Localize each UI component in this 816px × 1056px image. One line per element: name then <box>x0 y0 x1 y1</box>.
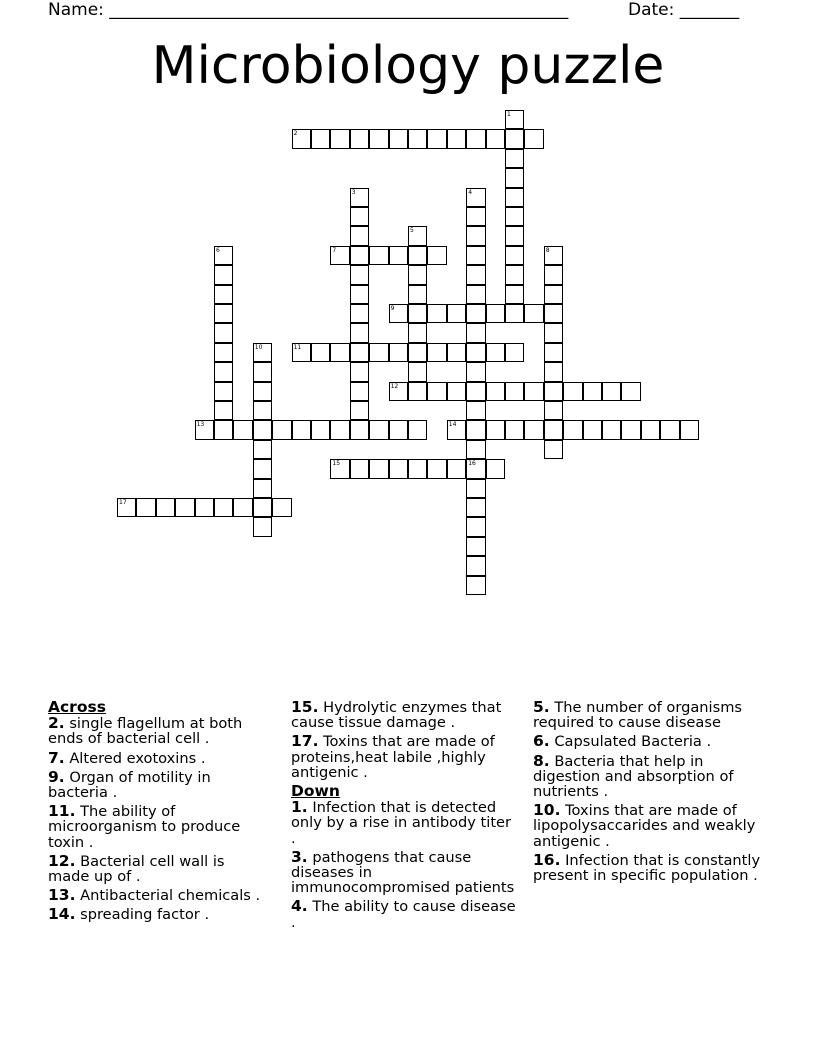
clue-item-number: 14. <box>48 905 76 924</box>
grid-cell[interactable] <box>680 420 699 439</box>
grid-cell[interactable] <box>505 129 524 148</box>
grid-cell[interactable] <box>195 420 214 439</box>
grid-cell[interactable] <box>389 459 408 478</box>
grid-cell[interactable] <box>447 343 466 362</box>
grid-cell[interactable] <box>466 304 485 323</box>
grid-cell[interactable] <box>311 343 330 362</box>
grid-cell[interactable] <box>466 401 485 420</box>
clue-item-text: spreading factor . <box>75 906 210 924</box>
grid-cell[interactable] <box>389 382 408 401</box>
grid-cell[interactable] <box>505 110 524 129</box>
grid-cell[interactable] <box>350 304 369 323</box>
grid-cell[interactable] <box>466 265 485 284</box>
grid-cell[interactable] <box>583 420 602 439</box>
clue-item <box>48 851 268 886</box>
clue-item-text: Bacterial cell wall is made up of . <box>48 852 225 886</box>
across-heading: Across <box>48 698 106 716</box>
clue-item-number: 13. <box>48 886 76 905</box>
clue-item-number: 16. <box>533 850 561 869</box>
grid-cell[interactable] <box>369 343 388 362</box>
grid-cell[interactable] <box>214 498 233 517</box>
clue-item-text: The ability to cause disease . <box>291 898 516 931</box>
grid-cell[interactable] <box>505 207 524 226</box>
grid-cell[interactable] <box>253 498 272 517</box>
grid-cell[interactable] <box>408 285 427 304</box>
grid-cell[interactable] <box>350 343 369 362</box>
grid-cell[interactable] <box>427 304 446 323</box>
grid-cell[interactable] <box>408 246 427 265</box>
grid-cell[interactable] <box>505 149 524 168</box>
clue-item-text: Altered exotoxins . <box>64 749 206 767</box>
grid-cell[interactable] <box>408 304 427 323</box>
grid-cell[interactable] <box>505 285 524 304</box>
grid-cell[interactable] <box>175 498 194 517</box>
grid-cell[interactable] <box>253 401 272 420</box>
grid-cell[interactable] <box>544 440 563 459</box>
grid-cell[interactable] <box>214 265 233 284</box>
grid-cell[interactable] <box>253 459 272 478</box>
grid-cell[interactable] <box>544 343 563 362</box>
grid-cell[interactable] <box>214 362 233 381</box>
grid-cell[interactable] <box>214 401 233 420</box>
clue-number: 3 <box>351 188 356 196</box>
clue-item-number: 3. <box>291 847 308 866</box>
grid-cell[interactable] <box>466 459 485 478</box>
clue-item-number: 2. <box>48 714 65 733</box>
grid-cell[interactable] <box>408 129 427 148</box>
grid-cell[interactable] <box>466 576 485 595</box>
grid-cell[interactable] <box>486 420 505 439</box>
grid-cell[interactable] <box>524 129 543 148</box>
grid-cell[interactable] <box>408 362 427 381</box>
grid-cell[interactable] <box>233 498 252 517</box>
grid-cell[interactable] <box>486 343 505 362</box>
grid-cell[interactable] <box>466 382 485 401</box>
grid-cell[interactable] <box>466 440 485 459</box>
clue-number: 12 <box>390 382 399 390</box>
clue-number: 13 <box>196 421 205 429</box>
grid-cell[interactable] <box>466 343 485 362</box>
grid-cell[interactable] <box>214 304 233 323</box>
grid-cell[interactable] <box>253 517 272 536</box>
grid-cell[interactable] <box>505 188 524 207</box>
clue-number: 17 <box>119 499 127 506</box>
clue-item-number: 5. <box>533 698 550 716</box>
grid-cell[interactable] <box>389 129 408 148</box>
grid-cell[interactable] <box>408 382 427 401</box>
clue-item <box>48 748 268 767</box>
clue-item <box>48 804 268 850</box>
grid-cell[interactable] <box>466 246 485 265</box>
grid-cell[interactable] <box>466 362 485 381</box>
clue-number: 6 <box>216 246 220 254</box>
clue-item <box>533 700 768 730</box>
grid-cell[interactable] <box>505 226 524 245</box>
clue-item-text: Toxins that are made of proteins,heat labile ,highly antigenic . <box>291 733 495 781</box>
grid-cell[interactable] <box>505 343 524 362</box>
grid-cell[interactable] <box>427 382 446 401</box>
grid-cell[interactable] <box>350 246 369 265</box>
grid-cell[interactable] <box>408 459 427 478</box>
grid-cell[interactable] <box>427 129 446 148</box>
grid-cell[interactable] <box>369 459 388 478</box>
grid-cell[interactable] <box>156 498 175 517</box>
grid-cell[interactable] <box>544 382 563 401</box>
clue-number: 7 <box>332 246 337 254</box>
grid-cell[interactable] <box>486 382 505 401</box>
grid-cell[interactable] <box>350 207 369 226</box>
clues-column-1 <box>48 700 268 927</box>
clue-number: 16 <box>468 460 476 468</box>
grid-cell[interactable] <box>544 323 563 342</box>
grid-cell[interactable] <box>427 343 446 362</box>
grid-cell[interactable] <box>466 556 485 575</box>
clue-number: 1 <box>507 111 511 118</box>
grid-cell[interactable] <box>621 382 640 401</box>
clue-number: 8 <box>545 246 550 254</box>
grid-cell[interactable] <box>350 420 369 439</box>
grid-cell[interactable] <box>427 459 446 478</box>
clue-item <box>291 899 516 929</box>
grid-cell[interactable] <box>311 420 330 439</box>
grid-cell[interactable] <box>466 323 485 342</box>
grid-cell[interactable] <box>136 498 155 517</box>
date-field[interactable]: Date: _______ <box>628 0 740 20</box>
grid-cell[interactable] <box>505 265 524 284</box>
clue-item <box>533 850 768 885</box>
grid-cell[interactable] <box>466 537 485 556</box>
grid-cell[interactable] <box>486 129 505 148</box>
clue-item-text: Bacteria that help in digestion and absorption of nutrients . <box>533 752 734 801</box>
clues-column-2 <box>291 700 516 934</box>
grid-cell[interactable] <box>505 382 524 401</box>
grid-cell[interactable] <box>292 129 311 148</box>
grid-cell[interactable] <box>195 498 214 517</box>
clue-item <box>48 907 268 922</box>
grid-cell[interactable] <box>350 226 369 245</box>
grid-cell[interactable] <box>389 304 408 323</box>
grid-cell[interactable] <box>350 362 369 381</box>
clue-number: 2 <box>293 130 298 138</box>
grid-cell[interactable] <box>447 304 466 323</box>
grid-cell[interactable] <box>602 420 621 439</box>
grid-cell[interactable] <box>350 129 369 148</box>
grid-cell[interactable] <box>214 323 233 342</box>
grid-cell[interactable] <box>253 420 272 439</box>
grid-cell[interactable] <box>350 382 369 401</box>
grid-cell[interactable] <box>253 362 272 381</box>
grid-cell[interactable] <box>369 129 388 148</box>
clue-item-text: Infection that is detected only by a rise in antibody titer . <box>291 799 512 847</box>
grid-cell[interactable] <box>292 343 311 362</box>
grid-cell[interactable] <box>253 479 272 498</box>
grid-cell[interactable] <box>350 285 369 304</box>
grid-cell[interactable] <box>389 343 408 362</box>
grid-cell[interactable] <box>330 420 349 439</box>
grid-cell[interactable] <box>330 129 349 148</box>
grid-cell[interactable] <box>466 226 485 245</box>
grid-cell[interactable] <box>272 498 291 517</box>
clue-item-number: 7. <box>48 748 65 767</box>
clue-item-number: 10. <box>533 801 561 820</box>
grid-cell[interactable] <box>466 517 485 536</box>
grid-cell[interactable] <box>524 420 543 439</box>
grid-cell[interactable] <box>544 304 563 323</box>
grid-cell[interactable] <box>350 401 369 420</box>
grid-cell[interactable] <box>408 226 427 245</box>
grid-cell[interactable] <box>641 420 660 439</box>
grid-cell[interactable] <box>233 420 252 439</box>
grid-cell[interactable] <box>505 246 524 265</box>
grid-cell[interactable] <box>466 207 485 226</box>
clue-number: 15 <box>332 460 341 468</box>
grid-cell[interactable] <box>214 420 233 439</box>
clue-item-text: pathogens that cause diseases in immunocompromised patients <box>291 848 515 897</box>
grid-cell[interactable] <box>660 420 679 439</box>
grid-cell[interactable] <box>583 382 602 401</box>
clue-item <box>48 767 268 802</box>
grid-cell[interactable] <box>253 382 272 401</box>
clue-item-number: 11. <box>48 802 76 821</box>
clue-item-text: Toxins that are made of lipopolysaccarides and weakly antigenic . <box>533 802 756 850</box>
grid-cell[interactable] <box>330 459 349 478</box>
grid-cell[interactable] <box>253 343 272 362</box>
clue-number: 11 <box>293 343 302 351</box>
clue-item-number: 12. <box>48 851 76 870</box>
clue-item <box>291 700 516 730</box>
clue-item <box>533 734 768 749</box>
clue-number: 10 <box>254 343 263 351</box>
grid-cell[interactable] <box>447 459 466 478</box>
clue-number: 9 <box>390 305 395 312</box>
grid-cell[interactable] <box>486 304 505 323</box>
clue-item <box>533 803 768 849</box>
grid-cell[interactable] <box>524 382 543 401</box>
grid-cell[interactable] <box>350 188 369 207</box>
grid-cell[interactable] <box>466 188 485 207</box>
grid-cell[interactable] <box>369 246 388 265</box>
clue-item-text: Infection that is constantly present in specific population . <box>533 851 761 885</box>
clue-item <box>291 847 516 897</box>
name-field[interactable]: Name: ______________________________________________________ <box>48 0 569 20</box>
clue-item <box>48 888 268 903</box>
clue-item-number: 8. <box>533 751 550 770</box>
clue-item <box>291 734 516 780</box>
grid-cell[interactable] <box>544 362 563 381</box>
grid-cell[interactable] <box>117 498 136 517</box>
grid-cell[interactable] <box>544 420 563 439</box>
grid-cell[interactable] <box>563 382 582 401</box>
clue-item <box>48 716 268 746</box>
grid-cell[interactable] <box>272 420 291 439</box>
grid-cell[interactable] <box>292 420 311 439</box>
clue-item-text: Hydrolytic enzymes that cause tissue damage . <box>291 699 502 732</box>
clue-item-text: Organ of motility in bacteria . <box>48 768 211 802</box>
grid-cell[interactable] <box>524 304 543 323</box>
grid-cell[interactable] <box>350 265 369 284</box>
grid-cell[interactable] <box>505 420 524 439</box>
clue-item <box>291 800 516 846</box>
grid-cell[interactable] <box>408 343 427 362</box>
grid-cell[interactable] <box>466 479 485 498</box>
grid-cell[interactable] <box>389 246 408 265</box>
grid-cell[interactable] <box>466 498 485 517</box>
grid-cell[interactable] <box>350 459 369 478</box>
grid-cell[interactable] <box>330 343 349 362</box>
clue-number: 4 <box>468 188 473 196</box>
clue-item-text: Antibacterial chemicals . <box>75 887 261 905</box>
grid-cell[interactable] <box>447 420 466 439</box>
grid-cell[interactable] <box>447 129 466 148</box>
clue-number: 5 <box>410 227 414 235</box>
grid-cell[interactable] <box>602 382 621 401</box>
clue-item-number: 4. <box>291 897 308 916</box>
grid-cell[interactable] <box>214 343 233 362</box>
clue-item-number: 15. <box>291 698 319 716</box>
clues-column-3 <box>533 700 768 887</box>
grid-cell[interactable] <box>253 440 272 459</box>
clue-item-number: 9. <box>48 767 65 786</box>
clue-item-text: The ability of microorganism to produce toxin . <box>48 803 241 851</box>
grid-cell[interactable] <box>350 323 369 342</box>
grid-cell[interactable] <box>505 168 524 187</box>
grid-cell[interactable] <box>466 285 485 304</box>
down-heading: Down <box>291 782 340 801</box>
clue-number: 14 <box>448 421 457 429</box>
grid-cell[interactable] <box>330 246 349 265</box>
grid-cell[interactable] <box>214 285 233 304</box>
grid-cell[interactable] <box>544 265 563 284</box>
grid-cell[interactable] <box>369 420 388 439</box>
grid-cell[interactable] <box>447 382 466 401</box>
grid-cell[interactable] <box>466 129 485 148</box>
clue-item-number: 6. <box>533 732 550 751</box>
grid-cell[interactable] <box>408 420 427 439</box>
clue-item-text: The number of organisms required to cause disease <box>533 699 743 732</box>
clue-item-text: single flagellum at both ends of bacterial cell . <box>48 715 243 748</box>
grid-cell[interactable] <box>544 401 563 420</box>
page-title: Microbiology puzzle <box>151 36 665 96</box>
clue-item <box>533 751 768 801</box>
grid-cell[interactable] <box>408 323 427 342</box>
grid-cell[interactable] <box>621 420 640 439</box>
grid-cell[interactable] <box>505 304 524 323</box>
grid-cell[interactable] <box>408 265 427 284</box>
grid-cell[interactable] <box>311 129 330 148</box>
clue-item-text: Capsulated Bacteria . <box>549 733 712 751</box>
grid-cell[interactable] <box>214 246 233 265</box>
grid-cell[interactable] <box>486 459 505 478</box>
grid-cell[interactable] <box>214 382 233 401</box>
clue-item-number: 1. <box>291 798 308 817</box>
grid-cell[interactable] <box>427 246 446 265</box>
grid-cell[interactable] <box>389 420 408 439</box>
grid-cell[interactable] <box>544 246 563 265</box>
grid-cell[interactable] <box>544 285 563 304</box>
grid-cell[interactable] <box>466 420 485 439</box>
clue-item-number: 17. <box>291 732 319 751</box>
grid-cell[interactable] <box>563 420 582 439</box>
